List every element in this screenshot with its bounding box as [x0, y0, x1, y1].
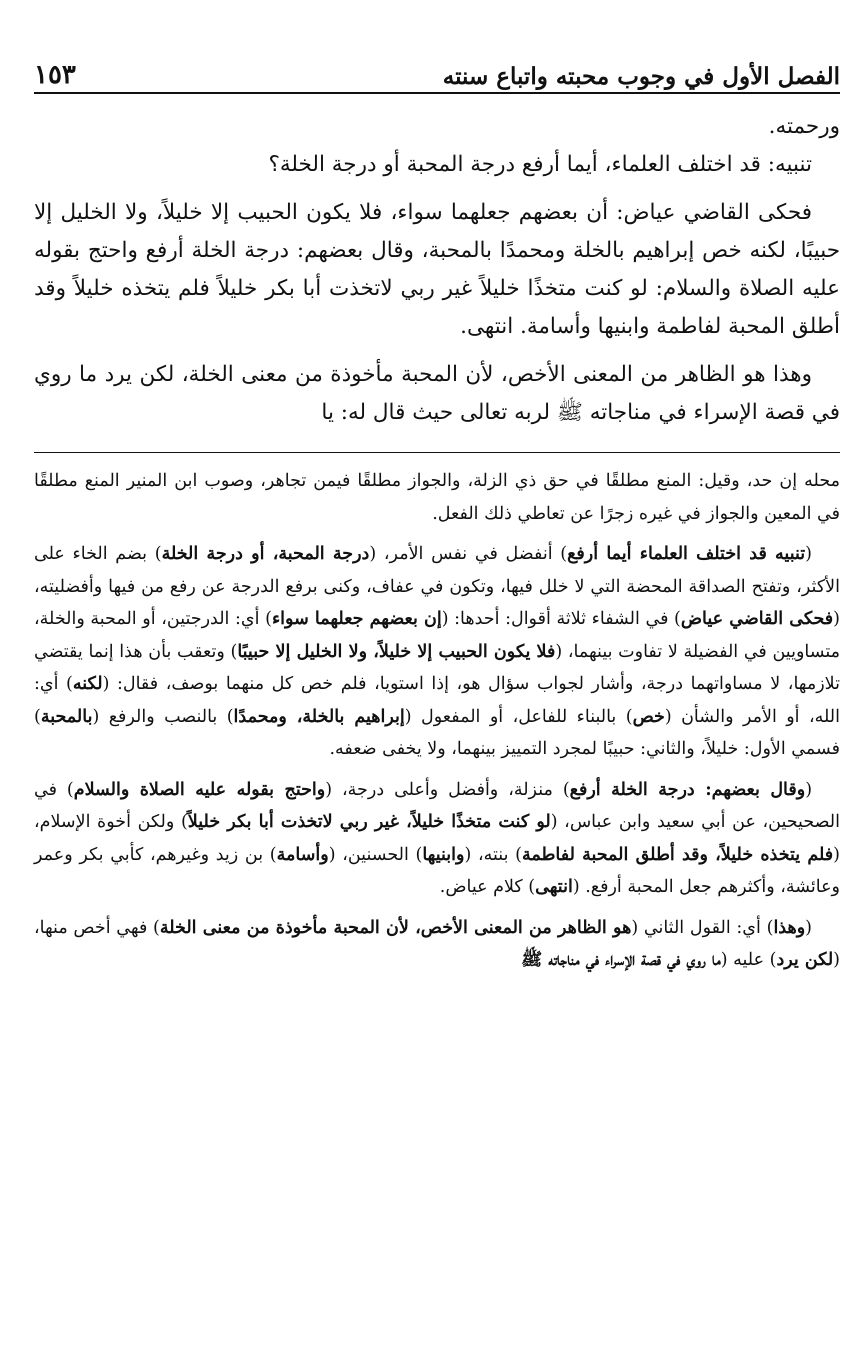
commentary-text: ) الحسنين، ( [328, 844, 423, 865]
commentary-paragraph [34, 912, 840, 977]
quoted-text: انتهى [535, 877, 573, 897]
quoted-text: لكن يرد [776, 950, 834, 970]
quoted-text: لو كنت متخذًا خليلاً، غير ربي لاتخذت أبا بكر خليلاً [187, 812, 551, 832]
quoted-text: وابنيها [422, 844, 465, 865]
quoted-text: فلا يكون الحبيب إلا خليلاً، ولا الخليل إلا حبيبًا [237, 641, 556, 662]
commentary-text: ( [805, 917, 812, 938]
commentary-text: ) بالنصب والرفع ( [92, 706, 234, 727]
page-header [34, 38, 840, 90]
commentary-text: ) ولكن أخوة الإسلام، ( [34, 812, 840, 865]
quoted-text: بالمحبة [40, 706, 93, 727]
quoted-text: واحتج بقوله عليه الصلاة والسلام [73, 779, 326, 800]
commentary-text: ) في الشفاء ثلاثة أقوال: أحدها: ( [441, 609, 681, 629]
commentary-text: ) بضم الخاء على الأكثر، وتفتح الصداقة المحضة التي لا خلل فيها، وتكون في عفاف، وكنى برفع الدرجة عن رفع من فيها وأفضليته، ( [34, 544, 840, 629]
quoted-text: فحكى القاضي عياض [680, 609, 834, 629]
main-paragraph: تنبيه: قد اختلف العلماء، أيما أرفع درجة المحبة أو درجة الخلة؟ [268, 152, 812, 177]
commentary-text: ) فهي أخص منها، ( [34, 917, 840, 970]
quoted-text: إبراهيم بالخلة، ومحمدًا [233, 706, 405, 727]
quoted-text: درجة المحبة، أو درجة الخلة [161, 544, 370, 564]
book-page [34, 38, 840, 977]
commentary-text: ) أي: الله، أو الأمر والشأن ( [34, 674, 840, 727]
commentary-text: ) بالبناء للفاعل، أو المفعول ( [404, 706, 633, 727]
quoted-text: فلم يتخذه خليلاً، وقد أطلق المحبة لفاطمة [521, 844, 834, 865]
commentary-text: ) في الصحيحين، عن أبي سعيد وابن عباس، ( [34, 779, 840, 832]
quoted-text: هو الظاهر من المعنى الأخص، لأن المحبة مأخوذة من معنى الخلة [159, 917, 632, 938]
chapter-title: الفصل الأول في وجوب محبته واتباع سنته [442, 63, 840, 90]
commentary-paragraph: محله إن حد، وقيل: المنع مطلقًا في حق ذي الزلة، والجواز مطلقًا فيمن تجاهر، وصوب ابن المنير المنع مطلقًا في المعين والجواز في غيره زجرًا عن تعاطي ذلك الفعل. [34, 471, 840, 524]
quoted-text: وهذا [773, 917, 806, 938]
commentary-text: ) فسمي الأول: خليلاً، والثاني: حبيبًا لمجرد التمييز بينهما، ولا يخفى ضعفه. [34, 706, 840, 759]
commentary-text: ) أنفضل في نفس الأمر، ( [369, 544, 568, 564]
commentary-text: ( [805, 779, 813, 800]
quoted-text: ما روي في قصة الإسراء في مناجاته ﷺ [521, 950, 721, 970]
commentary-text: ) أي: الدرجتين، أو المحبة والخلة، متساويين في الفضيلة لا تفاوت بينهما، ( [34, 609, 840, 662]
main-text [34, 108, 840, 432]
commentary-text: ) بن زيد وغيرهم، كأبي بكر وعمر وعائشة، وأكثرهم جعل المحبة أرفع. ( [34, 844, 840, 897]
commentary-text: ) عليه ( [720, 950, 777, 970]
quoted-text: لكنه [72, 674, 103, 694]
page-number: ١٥٣ [34, 60, 76, 90]
commentary-text: ) أي: القول الثاني ( [631, 917, 774, 938]
commentary-text: ( [805, 544, 812, 564]
quoted-text: تنبيه قد اختلف العلماء أيما أرفع [567, 544, 806, 564]
quoted-text: وأسامة [276, 844, 329, 865]
commentary-text: ) بنته، ( [464, 844, 522, 865]
quoted-text: وقال بعضهم: درجة الخلة أرفع [569, 779, 806, 800]
main-paragraph: وهذا هو الظاهر من المعنى الأخص، لأن المحبة مأخوذة من معنى الخلة، لكن يرد ما روي في قصة الإسراء في مناجاته ﷺ لربه تعالى حيث قال له: يا [34, 362, 840, 425]
main-paragraph: ورحمته. [768, 114, 840, 139]
quoted-text: خص [632, 706, 665, 727]
commentary-text: ) وتعقب بأن هذا إنما يقتضي تلازمها، لا مساواتهما درجة، وأشار لجواب سؤال هو، إذا استويا، فلم خص كل منهما بوصف، فقال: ( [34, 641, 840, 694]
main-paragraph: فحكى القاضي عياض: أن بعضهم جعلهما سواء، فلا يكون الحبيب إلا خليلاً، ولا الخليل إلا حبيبًا، لكنه خص إبراهيم بالخلة ومحمدًا بالمحبة، وقال بعضهم: درجة الخلة أرفع واحتج بقوله عليه الصلاة والسلام: لو كنت متخذًا خليلاً غير ربي لاتخذت أبا بكر خليلاً فلم يتخذه خليلاً وقد أطلق المحبة لفاطمة وابنيها وأسامة. انتهى. [34, 200, 840, 339]
commentary-text: ) كلام عياض. [439, 877, 536, 897]
quoted-text: إن بعضهم جعلهما سواء [271, 609, 442, 629]
header-rule [34, 92, 840, 94]
commentary-paragraph [34, 774, 840, 904]
commentary-paragraph [34, 538, 840, 766]
commentary-separator [34, 452, 840, 453]
commentary-text: ) منزلة، وأفضل وأعلى درجة، ( [325, 779, 570, 800]
commentary [34, 465, 840, 977]
